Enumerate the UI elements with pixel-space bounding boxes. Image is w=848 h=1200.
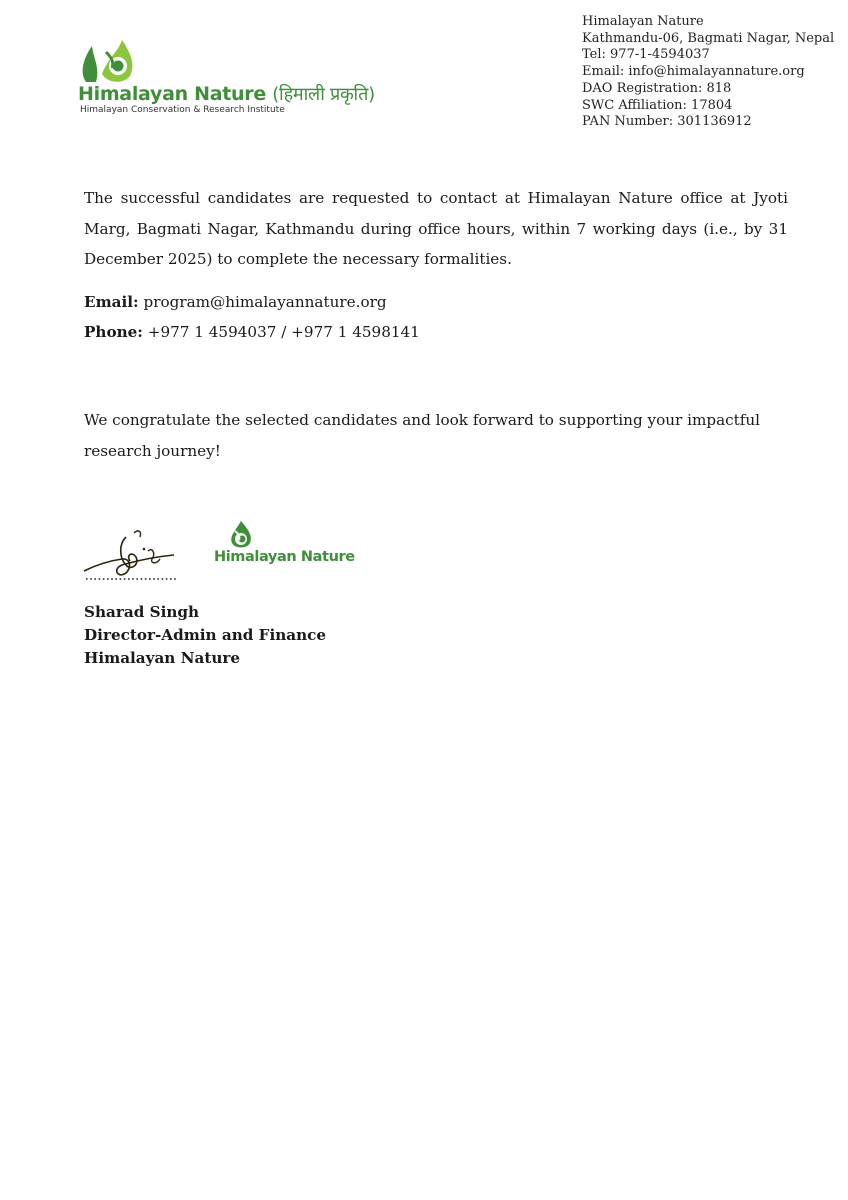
address-line: Email: info@himalayannature.org [582, 64, 805, 80]
phone-value: +977 1 4594037 / +977 1 4598141 [142, 323, 420, 341]
logo-name-text: Himalayan Nature [78, 83, 266, 105]
address-line: SWC Affiliation: 17804 [582, 97, 733, 113]
address-block [582, 14, 834, 131]
email-label: Email: [84, 293, 139, 311]
organization-stamp-logo [212, 518, 355, 578]
address-line: PAN Number: 301136912 [582, 114, 752, 130]
stamp-name: Himalayan Nature [214, 549, 355, 565]
logo-name-devanagari: (हिमाली प्रकृति) [272, 84, 375, 105]
signer-organization: Himalayan Nature [84, 649, 241, 667]
phone-label: Phone: [84, 323, 143, 341]
signer-title: Director-Admin and Finance [84, 626, 327, 644]
address-line: Himalayan Nature [582, 14, 704, 29]
address-line: Tel: 977-1-4594037 [582, 47, 710, 63]
email-value: program@himalayannature.org [138, 293, 387, 311]
address-line: Kathmandu-06, Bagmati Nagar, Nepal [582, 30, 835, 46]
logo-name [78, 82, 375, 106]
logo-tagline: Himalayan Conservation & Research Institute [80, 105, 285, 115]
phone-line [84, 317, 420, 347]
signer-block [84, 601, 326, 670]
address-line: DAO Registration: 818 [582, 80, 732, 96]
email-line [84, 287, 387, 317]
signer-name: Sharad Singh [84, 603, 200, 621]
handwritten-signature [82, 525, 182, 589]
congratulations-paragraph: We congratulate the selected candidates and look forward to supporting your impactful research journey! [84, 411, 760, 460]
letterhead-logo [78, 38, 378, 120]
drop-leaf-icon [226, 520, 256, 550]
contact-instructions-paragraph: The successful candidates are requested to contact at Himalayan Nature office at Jyoti Marg, Bagmati Nagar, Kathmandu during office hours, within 7 working days (i.e., by 31 December 2025) to complete the necessary formalities. [84, 189, 788, 268]
drop-leaf-icon [78, 38, 148, 84]
